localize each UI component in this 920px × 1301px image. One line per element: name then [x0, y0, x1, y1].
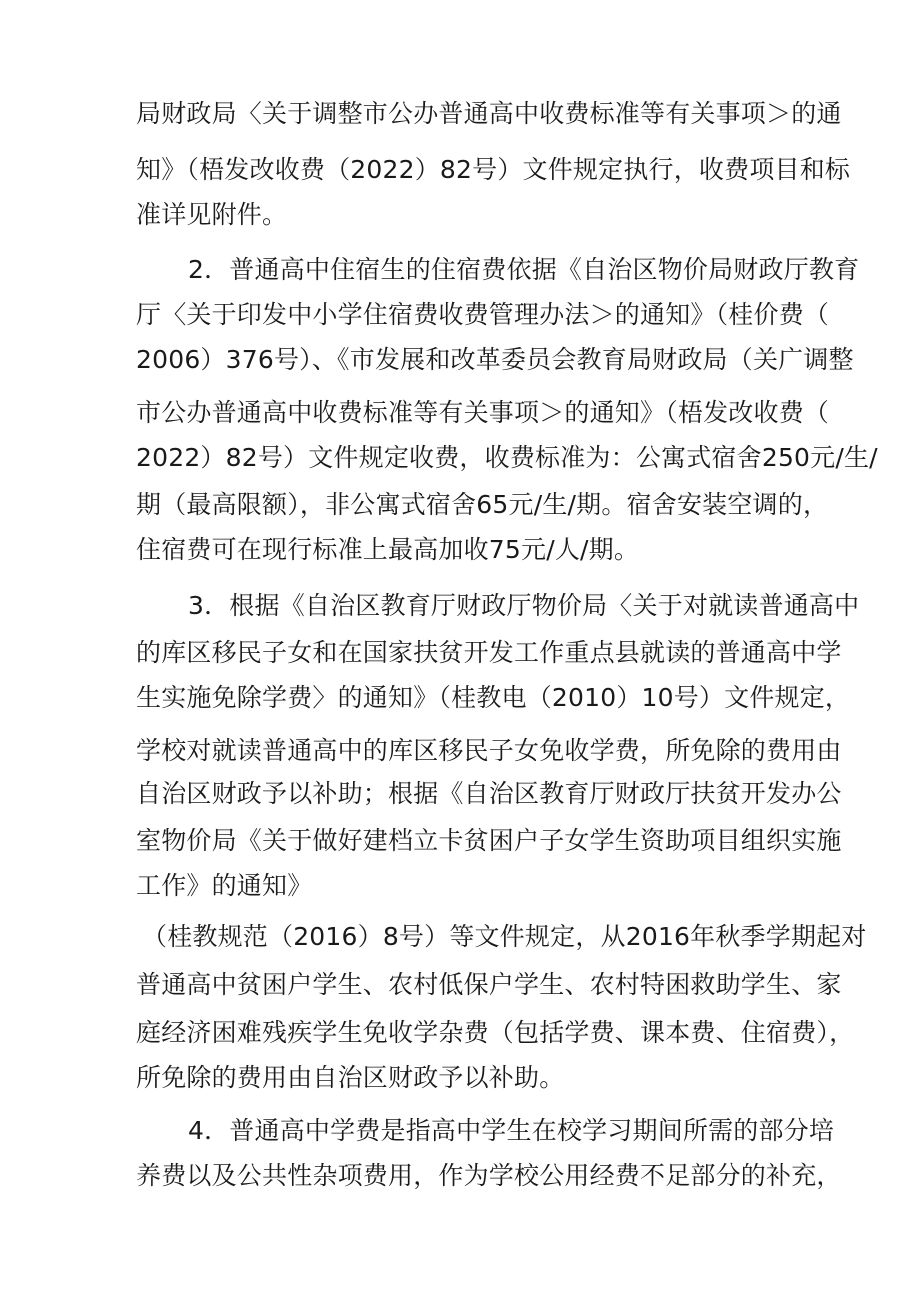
text-line: 所免除的费用由自治区财政予以补助。 — [136, 1063, 565, 1092]
text-line: 2．普通高中住宿生的住宿费依据《自治区物价局财政厅教育 — [188, 255, 860, 284]
text-line: 2022）82号）文件规定收费，收费标准为：公寓式宿舍250元/生/ — [136, 443, 878, 472]
text-line: 庭经济困难残疾学生免收学杂费（包括学费、课本费、住宿费）， — [136, 1018, 855, 1047]
text-line: 知》（梧发改收费（2022）82号）文件规定执行，收费项目和标 — [136, 155, 851, 184]
text-line: 学校对就读普通高中的库区移民子女免收学费，所免除的费用由 — [136, 736, 842, 765]
text-line: 市公办普通高中收费标准等有关事项＞的通知》（梧发改收费（ — [136, 398, 830, 427]
text-line: 自治区财政予以补助；根据《自治区教育厅财政厅扶贫开发办公 — [136, 779, 842, 808]
text-line: 厅〈关于印发中小学住宿费收费管理办法＞的通知》（桂价费（ — [136, 300, 830, 329]
text-line: 3．根据《自治区教育厅财政厅物价局〈关于对就读普通高中 — [188, 591, 860, 620]
text-line: 期（最高限额），非公寓式宿舍65元/生/期。宿舍安装空调的， — [136, 490, 829, 519]
text-line: 普通高中贫困户学生、农村低保户学生、农村特困救助学生、家 — [136, 970, 842, 999]
text-line: 4．普通高中学费是指高中学生在校学习期间所需的部分培 — [188, 1116, 835, 1145]
text-line: 的库区移民子女和在国家扶贫开发工作重点县就读的普通高中学 — [136, 638, 842, 667]
text-line: 住宿费可在现行标准上最高加收75元/人/期。 — [136, 535, 640, 564]
text-line: 准详见附件。 — [136, 200, 288, 229]
text-line: 养费以及公共性杂项费用，作为学校公用经费不足部分的补充， — [136, 1161, 842, 1190]
text-line: 局财政局〈关于调整市公办普通高中收费标准等有关事项＞的通 — [136, 99, 842, 128]
text-line: （桂教规范（2016）8号）等文件规定，从2016年秋季学期起对 — [142, 922, 867, 951]
text-line: 生实施免除学费〉的通知》（桂教电（2010）10号）文件规定， — [136, 683, 851, 712]
text-line: 工作》的通知》 — [136, 871, 313, 900]
text-line: 2006）376号）、《市发展和改革委员会教育局财政局（关广调整 — [136, 345, 854, 374]
text-line: 室物价局《关于做好建档立卡贫困户子女学生资助项目组织实施 — [136, 826, 842, 855]
